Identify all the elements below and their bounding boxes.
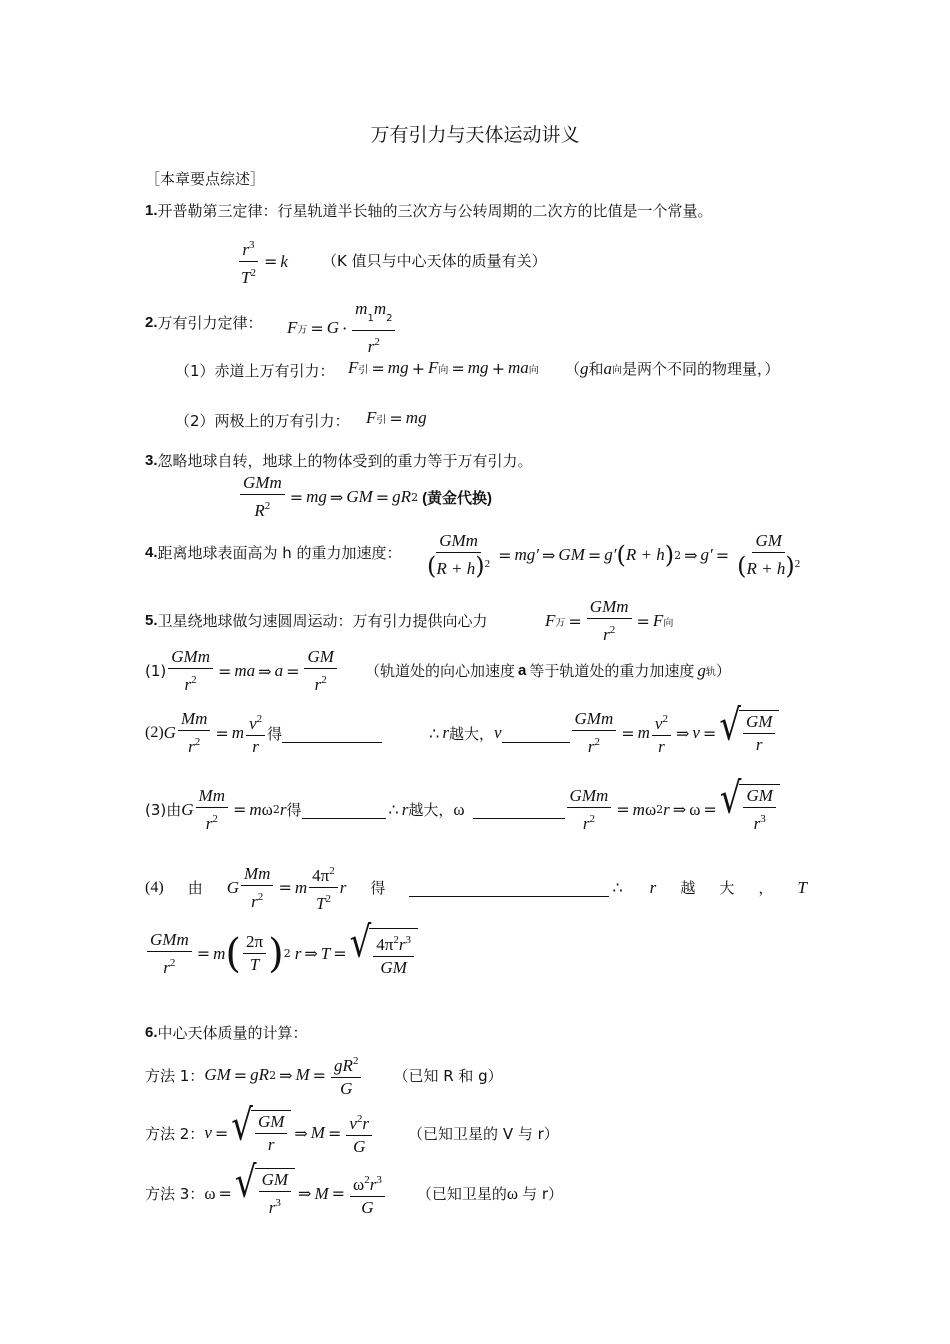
- answer-blank-2[interactable]: [282, 724, 382, 743]
- item-1-heading: 1. 开普勒第三定律：行星轨道半长轴的三次方与公转周期的二次方的比值是一个常量。: [145, 202, 713, 220]
- answer-blank-3[interactable]: [302, 800, 386, 819]
- equator-formula: F 引 = mg + F 向 = mg + ma 向: [348, 358, 539, 378]
- item-5-4-formula: (4) 由 G $\frac{Mm}{r^2}$ = m $\frac{4\pi^2}{T^2}$ r 得 ∴ r 越 大 ， T: [145, 860, 807, 915]
- golden-substitution-formula: $\frac{\text{GMm}}{R^2}$ = mg ⇒ GM = gR 2 (黄金代换): [238, 472, 492, 522]
- item-4-heading: 4. 距离地球表面高为 h 的重力加速度：: [145, 544, 402, 562]
- answer-blank-omega[interactable]: [473, 800, 565, 819]
- item-6-heading: 6. 中心天体质量的计算：: [145, 1024, 308, 1042]
- kepler-formula: $\frac{r^3}{T^2}$ = k: [236, 234, 288, 289]
- item-2-2-label: （2）两极上的万有引力：: [175, 412, 350, 430]
- item-5-heading: 5. 卫星绕地球做匀速圆周运动：万有引力提供向心力: [145, 612, 488, 630]
- method-2: 方法 2： v = √ $\frac{GM}{r}$ ⇒ M = $\frac{v^2r}{G}$ （已知卫星的 V 与 r）: [145, 1100, 559, 1156]
- answer-blank-4[interactable]: [409, 878, 609, 897]
- item-2-heading: 2. 万有引力定律：: [145, 314, 263, 332]
- section-label: ［本章要点综述］: [145, 170, 266, 188]
- equator-note: （ g 和 a 向 是两个不同的物理量，）: [565, 358, 780, 378]
- item-5-3-formula: (3)由 G $\frac{Mm}{r^2}$ = m ω 2 r 得 ∴ r 越大， ω $\frac{\text{GMm}}{r^2}$ = m ω 2 r ⇒ ω = √ $\frac{GM}{r^3}$: [145, 784, 780, 835]
- answer-blank-v[interactable]: [502, 724, 570, 743]
- pole-formula: F 引 = mg: [366, 408, 427, 428]
- period-formula: $\frac{\text{GMm}}{r^2}$ = m ( $\frac{2\pi}{T}$ ) 2 r ⇒ T = √ $\frac{4\pi^2r^3}{GM}$: [145, 928, 418, 979]
- item-5-1-note: （轨道处的向心加速度 a 等于轨道处的重力加速度 g 轨 ）: [365, 660, 731, 680]
- method-1: 方法 1： GM = gR 2 ⇒ M = $\frac{gR^2}{G}$ （已知 R 和 g）: [145, 1050, 503, 1100]
- item-5-2-formula: (2) G $\frac{Mm}{r^2}$ = m $\frac{v^2}{r}$ 得 ∴ r 越大， v $\frac{\text{GMm}}{r^2}$ = m $\frac{v^2}{r}$ ⇒ v = √ $\frac{GM}{r}$: [145, 708, 779, 758]
- centripetal-formula: F 万 = $\frac{\text{GMm}}{r^2}$ = F 向: [545, 597, 674, 644]
- height-gravity-formula: $\frac{\text{GMm}}{(R + h)^2}$ = mg′ ⇒ GM = g′ ( R + h ) 2 ⇒ g′ = $\frac{GM}{(R + h)^2}$: [427, 531, 801, 580]
- page-title: 万有引力与天体运动讲义: [370, 124, 580, 146]
- item-2-1-label: （1）赤道上万有引力：: [175, 362, 335, 380]
- item-5-1-formula: (1) $\frac{\text{GMm}}{r^2}$ = ma ⇒ a = $\frac{GM}{r^2}$: [145, 646, 339, 696]
- item-3-heading: 3. 忽略地球自转，地球上的物体受到的重力等于万有引力。: [145, 452, 533, 470]
- kepler-note: （K 值只与中心天体的质量有关）: [322, 252, 547, 270]
- gravitation-formula: F 万 = G · $\frac{m_1m_2}{r^2}$: [287, 298, 397, 358]
- method-3: 方法 3： ω = √ $\frac{GM}{r^3}$ ⇒ M = $\frac{\omega^2r^3}{G}$ （已知卫星的 ω 与 r）: [145, 1157, 564, 1217]
